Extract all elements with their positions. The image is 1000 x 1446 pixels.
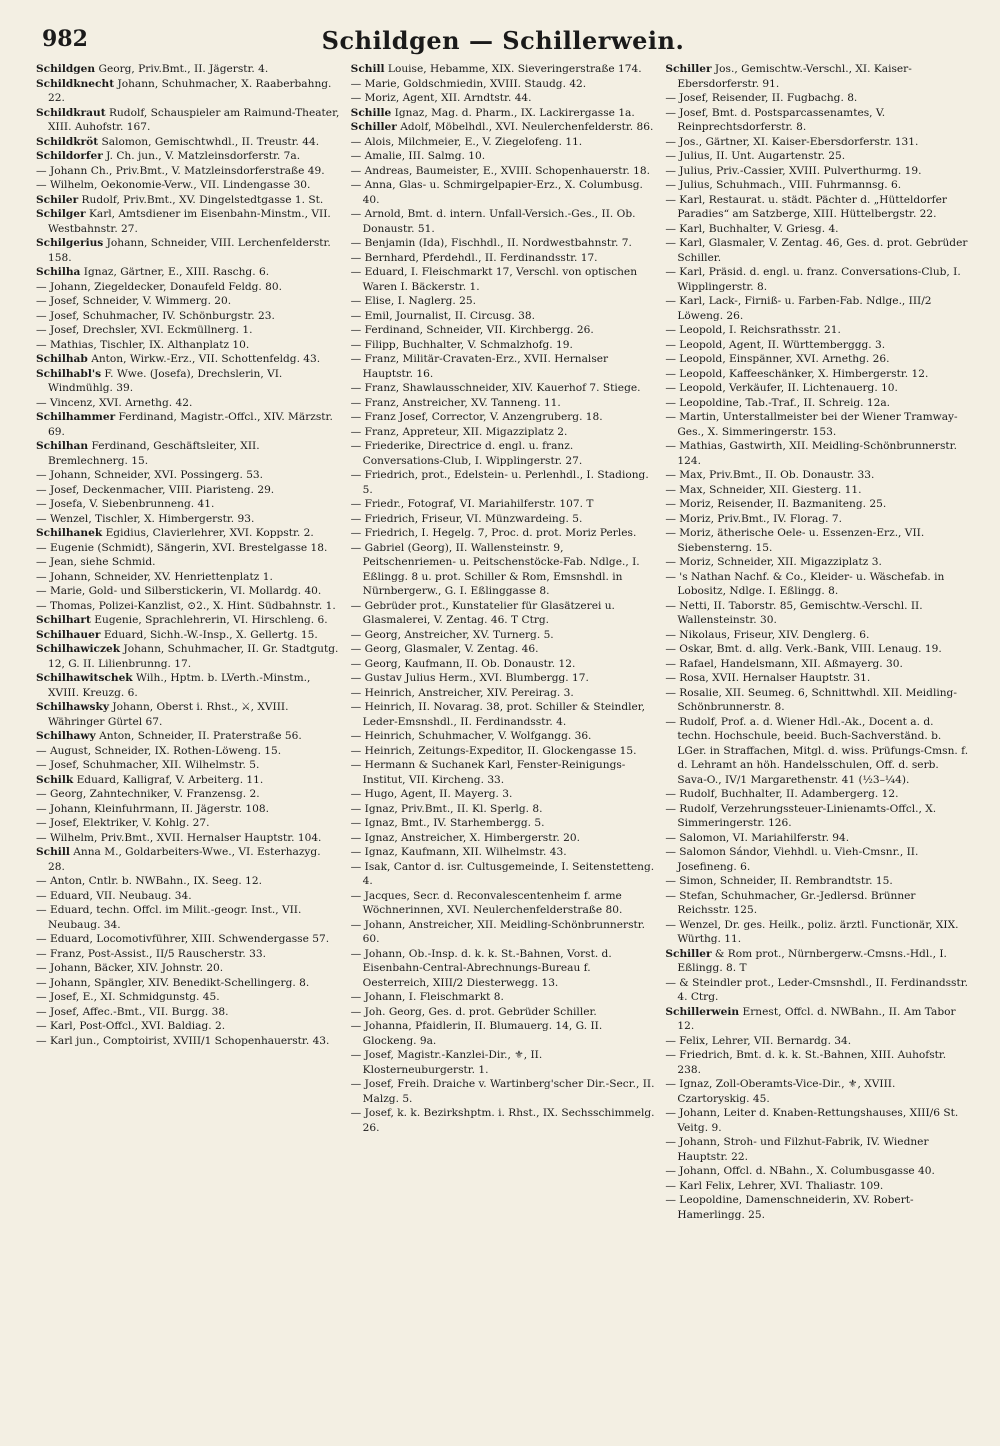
directory-entry: — Eugenie (Schmidt), Sängerin, XVI. Brestelgasse 18. xyxy=(36,541,328,554)
directory-entry: — Ferdinand, Schneider, VII. Kirchbergg. 26. xyxy=(350,324,594,336)
entry-columns xyxy=(36,62,970,1222)
directory-entry: — Rafael, Handelsmann, XII. Aßmayerg. 30. xyxy=(665,657,903,670)
directory-entry: — Vincenz, XVI. Arnethg. 42. xyxy=(36,396,193,409)
directory-entry: — Thomas, Polizei-Kanzlist, ⊙2., X. Hint. Südbahnstr. 1. xyxy=(36,599,336,612)
page-header xyxy=(36,22,970,62)
directory-entry: — Rosalie, XII. Seumeg. 6, Schnittwhdl. XII. Meidling-Schönbrunnerstr. 8. xyxy=(665,686,957,713)
directory-entry: — Wilhelm, Priv.Bmt., XVII. Hernalser Hauptstr. 104. xyxy=(36,831,322,844)
directory-entry: — Karl, Lack-, Firniß- u. Farben-Fab. Ndlge., III/2 Löweng. 26. xyxy=(665,295,932,322)
directory-entry: — Rudolf, Verzehrungssteuer-Linienamts-Offcl., X. Simmeringerstr. 126. xyxy=(665,802,937,829)
directory-entry: — Moriz, Priv.Bmt., IV. Florag. 7. xyxy=(665,512,843,525)
directory-entry: — August, Schneider, IX. Rothen-Löweng. 15. xyxy=(36,744,282,757)
directory-entry: — Eduard, I. Fleischmarkt 17, Verschl. von optischen Waren I. Bäckerstr. 1. xyxy=(350,266,638,293)
directory-entry: — Georg, Zahntechniker, V. Franzensg. 2. xyxy=(36,788,260,800)
directory-entry: — Johann, Ziegeldecker, Donaufeld Feldg. 80. xyxy=(36,280,283,293)
directory-entry: — Friedrich, I. Hegelg. 7, Proc. d. prot. Moriz Perles. xyxy=(350,527,637,539)
directory-entry: — Karl, Post-Offcl., XVI. Baldiag. 2. xyxy=(36,1020,226,1032)
directory-entry: — Karl, Präsid. d. engl. u. franz. Conversations-Club, I. Wipplingerstr. 8. xyxy=(665,266,961,293)
directory-entry: Schildkraut Rudolf, Schauspieler am Raimund-Theater, XIII. Auhofstr. 167. xyxy=(36,106,340,133)
directory-entry: — Franz, Appreteur, XII. Migazziplatz 2. xyxy=(350,425,568,438)
directory-entry: — Friedrich, Bmt. d. k. k. St.-Bahnen, XIII. Auhofstr. 238. xyxy=(665,1049,947,1076)
directory-entry: — Moriz, Reisender, II. Bazmaniteng. 25. xyxy=(665,498,887,510)
directory-entry: — Heinrich, Zeitungs-Expeditor, II. Glockengasse 15. xyxy=(350,744,637,757)
directory-entry: — Josef, Deckenmacher, VIII. Piaristeng. 29. xyxy=(36,483,275,496)
directory-entry: — Gustav Julius Herm., XVI. Blumbergg. 17. xyxy=(350,672,589,684)
column-2 xyxy=(351,62,656,1222)
directory-entry: — Wenzel, Dr. ges. Heilk., poliz. ärztl. Functionär, XIX. Würthg. 11. xyxy=(665,918,959,945)
directory-entry: — Wilhelm, Oekonomie-Verw., VII. Lindengasse 30. xyxy=(36,179,311,191)
directory-entry: — Johann, Kleinfuhrmann, II. Jägerstr. 108. xyxy=(36,802,269,815)
directory-entry: — Marie, Goldschmiedin, XVIII. Staudg. 42. xyxy=(350,77,587,90)
directory-entry: — Marie, Gold- und Silberstickerin, VI. Mollardg. 40. xyxy=(36,585,322,597)
directory-entry: — Karl, Glasmaler, V. Zentag. 46, Ges. d. prot. Gebrüder Schiller. xyxy=(665,237,968,264)
directory-entry: — Friederike, Directrice d. engl. u. franz. Conversations-Club, I. Wipplingerstr. 27. xyxy=(350,440,583,467)
directory-entry: Schilha Ignaz, Gärtner, E., XIII. Raschg. 6. xyxy=(36,266,270,278)
running-title: Schildgen — Schillerwein. xyxy=(321,26,685,55)
directory-entry: Schilhart Eugenie, Sprachlehrerin, VI. Hirschleng. 6. xyxy=(36,614,328,626)
directory-entry: — Leopold, Einspänner, XVI. Arnethg. 26. xyxy=(665,353,890,365)
directory-entry: — Martin, Unterstallmeister bei der Wiener Tramway-Ges., X. Simmeringerstr. 153. xyxy=(665,411,958,438)
directory-entry: Schilhab Anton, Wirkw.-Erz., VII. Schottenfeldg. 43. xyxy=(36,353,321,365)
directory-entry: Schillerwein Ernest, Offcl. d. NWBahn., II. Am Tabor 12. xyxy=(665,1005,956,1032)
directory-entry: Schilger Karl, Amtsdiener im Eisenbahn-Minstm., VII. Westbahnstr. 27. xyxy=(36,208,331,235)
directory-entry: — & Steindler prot., Leder-Cmsnshdl., II. Ferdinandsstr. 4. Ctrg. xyxy=(665,976,969,1003)
directory-entry: — Julius, II. Unt. Augartenstr. 25. xyxy=(665,150,846,162)
directory-entry: — Julius, Schuhmach., VIII. Fuhrmannsg. 6. xyxy=(665,179,902,191)
directory-entry: — Rudolf, Prof. a. d. Wiener Hdl.-Ak., Docent a. d. techn. Hochschule, beeid. Buch-Sachverständ. b. LGer. in Straffachen, Mitgl. d. wiss. Prüfungs-Cmsn. f. d. Lehramt an höh. Handelsschulen, Off. d. serb. Sava-O., IV/1 Margarethenstr. 41 (½3–¼4). xyxy=(665,715,969,786)
directory-entry: — Friedrich, prot., Edelstein- u. Perlenhdl., I. Stadiong. 5. xyxy=(350,469,649,496)
directory-entry: Schildorfer J. Ch. jun., V. Matzleinsdorferstr. 7a. xyxy=(36,150,301,162)
directory-entry: — Franz, Shawlausschneider, XIV. Kauerhof 7. Stiege. xyxy=(350,382,641,394)
directory-entry: Schilhanek Egidius, Clavierlehrer, XVI. Koppstr. 2. xyxy=(36,527,314,539)
directory-entry: — Josef, Schneider, V. Wimmerg. 20. xyxy=(36,295,232,307)
directory-entry: — Josef, Magistr.-Kanzlei-Dir., ⚜, II. Klosterneuburgerstr. 1. xyxy=(350,1049,543,1076)
directory-entry: — Johann, Anstreicher, XII. Meidling-Schönbrunnerstr. 60. xyxy=(350,918,646,945)
directory-entry: — Leopoldine, Tab.-Traf., II. Schreig. 12a. xyxy=(665,396,891,409)
directory-entry: — Josef, Schuhmacher, IV. Schönburgstr. 23. xyxy=(36,309,275,322)
directory-entry: — Gebrüder prot., Kunstatelier für Glasätzerei u. Glasmalerei, V. Zentag. 46. T Ctrg. xyxy=(350,599,615,626)
directory-entry: Schiler Rudolf, Priv.Bmt., XV. Dingelstedtgasse 1. St. xyxy=(36,193,324,206)
directory-entry: — Karl, Restaurat. u. städt. Pächter d. „Hütteldorfer Paradies“ am Satzberge, XIII. Hüttelbergstr. 22. xyxy=(665,193,947,220)
directory-entry: — Emil, Journalist, II. Circusg. 38. xyxy=(350,309,535,322)
directory-entry: — Ignaz, Anstreicher, X. Himbergerstr. 20. xyxy=(350,831,580,844)
directory-entry: Schille Ignaz, Mag. d. Pharm., IX. Lackirergasse 1a. xyxy=(350,106,635,119)
directory-entry: — Max, Schneider, XII. Giesterg. 11. xyxy=(665,483,862,496)
directory-entry: — Hermann & Suchanek Karl, Fenster-Reinigungs-Institut, VII. Kircheng. 33. xyxy=(350,759,626,786)
directory-entry: — Georg, Kaufmann, II. Ob. Donaustr. 12. xyxy=(350,657,576,670)
directory-entry: — Rudolf, Buchhalter, II. Adambergerg. 12. xyxy=(665,788,899,800)
directory-entry: — Leopold, Verkäufer, II. Lichtenauerg. 10. xyxy=(665,382,898,394)
directory-entry: — Jean, siehe Schmid. xyxy=(36,556,156,568)
directory-entry: — Anna, Glas- u. Schmirgelpapier-Erz., X. Columbusg. 40. xyxy=(350,179,643,206)
directory-entry: — Felix, Lehrer, VII. Bernardg. 34. xyxy=(665,1034,852,1047)
directory-entry: Schilhawitschek Wilh., Hptm. b. LVerth.-Minstm., XVIII. Kreuzg. 6. xyxy=(36,672,311,699)
directory-entry: — Josef, E., XI. Schmidgunstg. 45. xyxy=(36,991,220,1003)
directory-entry: — Heinrich, II. Novarag. 38, prot. Schiller & Steindler, Leder-Emsnshdl., II. Ferdinandsstr. 4. xyxy=(350,701,646,728)
directory-entry: — Johann, Offcl. d. NBahn., X. Columbusgasse 40. xyxy=(665,1165,935,1177)
directory-entry: — Josef, Bmt. d. Postsparcassenamtes, V. Reinprechtsdorferstr. 8. xyxy=(665,106,886,133)
directory-entry: — Franz, Militär-Cravaten-Erz., XVII. Hernalser Hauptstr. 16. xyxy=(350,353,609,380)
directory-entry: — Johann, Leiter d. Knaben-Rettungshauses, XIII/6 St. Veitg. 9. xyxy=(665,1107,959,1134)
directory-entry: — Julius, Priv.-Cassier, XVIII. Pulverthurmg. 19. xyxy=(665,164,922,177)
directory-entry: — Karl jun., Comptoirist, XVIII/1 Schopenhauerstr. 43. xyxy=(36,1034,330,1047)
directory-entry: — Eduard, VII. Neubaug. 34. xyxy=(36,889,192,902)
directory-entry: — Karl, Buchhalter, V. Griesg. 4. xyxy=(665,222,839,235)
directory-entry: — Friedrich, Friseur, VI. Münzwardeing. 5. xyxy=(350,512,583,525)
directory-entry: — Jacques, Secr. d. Reconvalescentenheim f. arme Wöchnerinnen, XVI. Neulerchenfelderstraße 80. xyxy=(350,889,623,916)
directory-entry: — Stefan, Schuhmacher, Gr.-Jedlersd. Brünner Reichsstr. 125. xyxy=(665,889,916,916)
directory-entry: — Karl Felix, Lehrer, XVI. Thaliastr. 109. xyxy=(665,1179,884,1192)
directory-entry: — Heinrich, Anstreicher, XIV. Pereirag. 3. xyxy=(350,686,574,699)
directory-entry: Schildgen Georg, Priv.Bmt., II. Jägerstr. 4. xyxy=(36,63,269,75)
directory-entry: Schilhawsky Johann, Oberst i. Rhst., ⚔, XVIII. Währinger Gürtel 67. xyxy=(36,701,289,728)
directory-entry: Schilhan Ferdinand, Geschäftsleiter, XII. Bremlechnerg. 15. xyxy=(36,440,260,467)
directory-entry: — Johann, Spängler, XIV. Benedikt-Schellingerg. 8. xyxy=(36,976,310,989)
directory-entry: — Benjamin (Ida), Fischhdl., II. Nordwestbahnstr. 7. xyxy=(350,237,632,249)
directory-entry: — Georg, Glasmaler, V. Zentag. 46. xyxy=(350,643,539,655)
directory-entry: Schilk Eduard, Kalligraf, V. Arbeiterg. 11. xyxy=(36,773,264,786)
directory-entry: — Mathias, Gastwirth, XII. Meidling-Schönbrunnerstr. 124. xyxy=(665,440,957,467)
directory-entry: — Ignaz, Priv.Bmt., II. Kl. Sperlg. 8. xyxy=(350,802,543,815)
directory-entry: — Leopoldine, Damenschneiderin, XV. Robert-Hamerlingg. 25. xyxy=(665,1194,914,1221)
directory-entry: — Moriz, Agent, XII. Arndtstr. 44. xyxy=(350,92,532,104)
directory-entry: — Gabriel (Georg), II. Wallensteinstr. 9, Peitschenriemen- u. Peitschenstöcke-Fab. Ndlge., I. Eßlingg. 8 u. prot. Schiller & Rom, Emsnshdl. in Nürnbergerw., G. I. Eßlinggasse 8. xyxy=(350,541,640,597)
directory-entry: Schiller Jos., Gemischtw.-Verschl., XI. Kaiser-Ebersdorferstr. 91. xyxy=(665,63,912,90)
directory-entry: — Simon, Schneider, II. Rembrandtstr. 15. xyxy=(665,875,893,887)
directory-entry: — Franz, Post-Assist., II/5 Rauscherstr. 33. xyxy=(36,947,266,960)
directory-entry: — Ignaz, Zoll-Oberamts-Vice-Dir., ⚜, XVIII. Czartoryskig. 45. xyxy=(665,1078,896,1105)
directory-entry: — Eduard, Locomotivführer, XIII. Schwendergasse 57. xyxy=(36,933,330,945)
directory-entry: — Josef, Elektriker, V. Kohlg. 27. xyxy=(36,817,210,829)
directory-entry: — Ignaz, Bmt., IV. Starhembergg. 5. xyxy=(350,817,545,829)
directory-entry: — Franz, Anstreicher, XV. Tanneng. 11. xyxy=(350,396,561,409)
page-number: 982 xyxy=(42,26,88,52)
directory-entry: — Hugo, Agent, II. Mayerg. 3. xyxy=(350,788,513,800)
directory-entry: — Nikolaus, Friseur, XIV. Denglerg. 6. xyxy=(665,628,870,641)
directory-entry: — Alois, Milchmeier, E., V. Ziegelofeng. 11. xyxy=(350,135,583,148)
directory-entry: — Franz Josef, Corrector, V. Anzengruberg. 18. xyxy=(350,411,603,423)
directory-entry: — Josefa, V. Siebenbrunneng. 41. xyxy=(36,498,215,510)
directory-entry: — Arnold, Bmt. d. intern. Unfall-Versich.-Ges., II. Ob. Donaustr. 51. xyxy=(350,208,636,235)
directory-entry: Schildkröt Salomon, Gemischtwhdl., II. Treustr. 44. xyxy=(36,135,320,148)
directory-entry: Schilhauer Eduard, Sichh.-W.-Insp., X. Gellertg. 15. xyxy=(36,628,318,641)
directory-entry: — Joh. Georg, Ges. d. prot. Gebrüder Schiller. xyxy=(350,1005,597,1018)
directory-entry: — Johann, Stroh- und Filzhut-Fabrik, IV. Wiedner Hauptstr. 22. xyxy=(665,1136,929,1163)
directory-entry: — Josef, Affec.-Bmt., VII. Burgg. 38. xyxy=(36,1005,229,1018)
directory-entry: Schilgerius Johann, Schneider, VIII. Lerchenfelderstr. 158. xyxy=(36,237,331,264)
directory-entry: — Netti, II. Taborstr. 85, Gemischtw.-Verschl. II. Wallensteinstr. 30. xyxy=(665,599,923,626)
column-3 xyxy=(665,62,970,1222)
directory-entry: — Johann, Bäcker, XIV. Johnstr. 20. xyxy=(36,962,224,974)
directory-entry: — Mathias, Tischler, IX. Althanplatz 10. xyxy=(36,338,250,351)
directory-entry: — Heinrich, Schuhmacher, V. Wolfgangg. 36. xyxy=(350,730,592,742)
directory-entry: — Filipp, Buchhalter, V. Schmalzhofg. 19. xyxy=(350,338,573,351)
directory-entry: Schiller & Rom prot., Nürnbergerw.-Cmsns.-Hdl., I. Eßlingg. 8. T xyxy=(665,947,947,974)
directory-entry: — Josef, Schuhmacher, XII. Wilhelmstr. 5. xyxy=(36,759,260,771)
directory-entry: — 's Nathan Nachf. & Co., Kleider- u. Wäschefab. in Lobositz, Ndlge. I. Eßlingg. 8. xyxy=(665,570,945,597)
directory-entry: — Jos., Gärtner, XI. Kaiser-Ebersdorferstr. 131. xyxy=(665,135,919,148)
directory-entry: — Wenzel, Tischler, X. Himbergerstr. 93. xyxy=(36,512,255,525)
directory-entry: — Oskar, Bmt. d. allg. Verk.-Bank, VIII. Lenaug. 19. xyxy=(665,643,942,655)
directory-entry: — Johann, Schneider, XV. Henriettenplatz 1. xyxy=(36,570,273,583)
directory-entry: — Johann, Schneider, XVI. Possingerg. 53. xyxy=(36,469,264,481)
directory-entry: — Johann, Ob.-Insp. d. k. k. St.-Bahnen, Vorst. d. Eisenbahn-Central-Abrechnungs-Bureau f. Oesterreich, XIII/2 Diesterwegg. 13. xyxy=(350,947,612,989)
directory-entry: — Josef, k. k. Bezirkshptm. i. Rhst., IX. Sechsschimmelg. 26. xyxy=(350,1107,655,1134)
directory-entry: — Georg, Anstreicher, XV. Turnerg. 5. xyxy=(350,628,554,641)
directory-entry: Schilhammer Ferdinand, Magistr.-Offcl., XIV. Märzstr. 69. xyxy=(36,411,333,438)
directory-entry: Schiller Adolf, Möbelhdl., XVI. Neulerchenfelderstr. 86. xyxy=(350,121,654,133)
directory-entry: Schilhabl's F. Wwe. (Josefa), Drechslerin, VI. Windmühlg. 39. xyxy=(36,367,283,394)
directory-entry: — Bernhard, Pferdehdl., II. Ferdinandsstr. 17. xyxy=(350,251,598,264)
directory-entry: — Friedr., Fotograf, VI. Mariahilferstr. 107. T xyxy=(350,498,594,510)
directory-entry: — Rosa, XVII. Hernalser Hauptstr. 31. xyxy=(665,672,871,684)
directory-entry: — Anton, Cntlr. b. NWBahn., IX. Seeg. 12. xyxy=(36,875,262,887)
directory-entry: — Josef, Reisender, II. Fugbachg. 8. xyxy=(665,92,858,104)
directory-entry: Schilhawiczek Johann, Schuhmacher, II. Gr. Stadtgutg. 12, G. II. Lilienbrunng. 17. xyxy=(36,643,339,670)
directory-entry: — Moriz, Schneider, XII. Migazziplatz 3. xyxy=(665,556,882,568)
directory-entry: — Johann Ch., Priv.Bmt., V. Matzleinsdorferstraße 49. xyxy=(36,164,325,177)
directory-entry: — Josef, Freih. Draiche v. Wartinberg'scher Dir.-Secr., II. Malzg. 5. xyxy=(350,1078,655,1105)
column-1 xyxy=(36,62,341,1222)
directory-entry: — Johanna, Pfaidlerin, II. Blumauerg. 14, G. II. Glockeng. 9a. xyxy=(350,1020,603,1047)
directory-entry: Schill Anna M., Goldarbeiters-Wwe., VI. Esterhazyg. 28. xyxy=(36,846,321,873)
directory-entry: Schildknecht Johann, Schuhmacher, X. Raaberbahng. 22. xyxy=(36,77,332,104)
directory-entry: — Leopold, Agent, II. Württemberggg. 3. xyxy=(665,338,886,351)
directory-entry: — Isak, Cantor d. isr. Cultusgemeinde, I. Seitenstetteng. 4. xyxy=(350,860,655,887)
directory-entry: — Leopold, Kaffeeschänker, X. Himbergerstr. 12. xyxy=(665,367,929,380)
directory-entry: — Josef, Drechsler, XVI. Eckmüllnerg. 1. xyxy=(36,324,253,336)
directory-entry: — Salomon, VI. Mariahilferstr. 94. xyxy=(665,831,850,844)
directory-entry: — Max, Priv.Bmt., II. Ob. Donaustr. 33. xyxy=(665,469,875,481)
directory-entry: — Salomon Sándor, Viehhdl. u. Vieh-Cmsnr., II. Josefineng. 6. xyxy=(665,846,919,873)
directory-entry: — Ignaz, Kaufmann, XII. Wilhelmstr. 43. xyxy=(350,846,567,858)
directory-entry: — Eduard, techn. Offcl. im Milit.-geogr. Inst., VII. Neubaug. 34. xyxy=(36,904,302,931)
directory-entry: — Amalie, III. Salmg. 10. xyxy=(350,150,486,162)
directory-entry: — Johann, I. Fleischmarkt 8. xyxy=(350,991,504,1003)
directory-entry: — Elise, I. Naglerg. 25. xyxy=(350,295,476,307)
directory-entry: Schilhawy Anton, Schneider, II. Praterstraße 56. xyxy=(36,730,302,742)
directory-entry: — Andreas, Baumeister, E., XVIII. Schopenhauerstr. 18. xyxy=(350,164,650,177)
directory-entry: Schill Louise, Hebamme, XIX. Sieveringerstraße 174. xyxy=(350,63,642,75)
directory-entry: — Moriz, ätherische Oele- u. Essenzen-Erz., VII. Siebensterng. 15. xyxy=(665,527,925,554)
directory-entry: — Leopold, I. Reichsrathsstr. 21. xyxy=(665,324,841,336)
